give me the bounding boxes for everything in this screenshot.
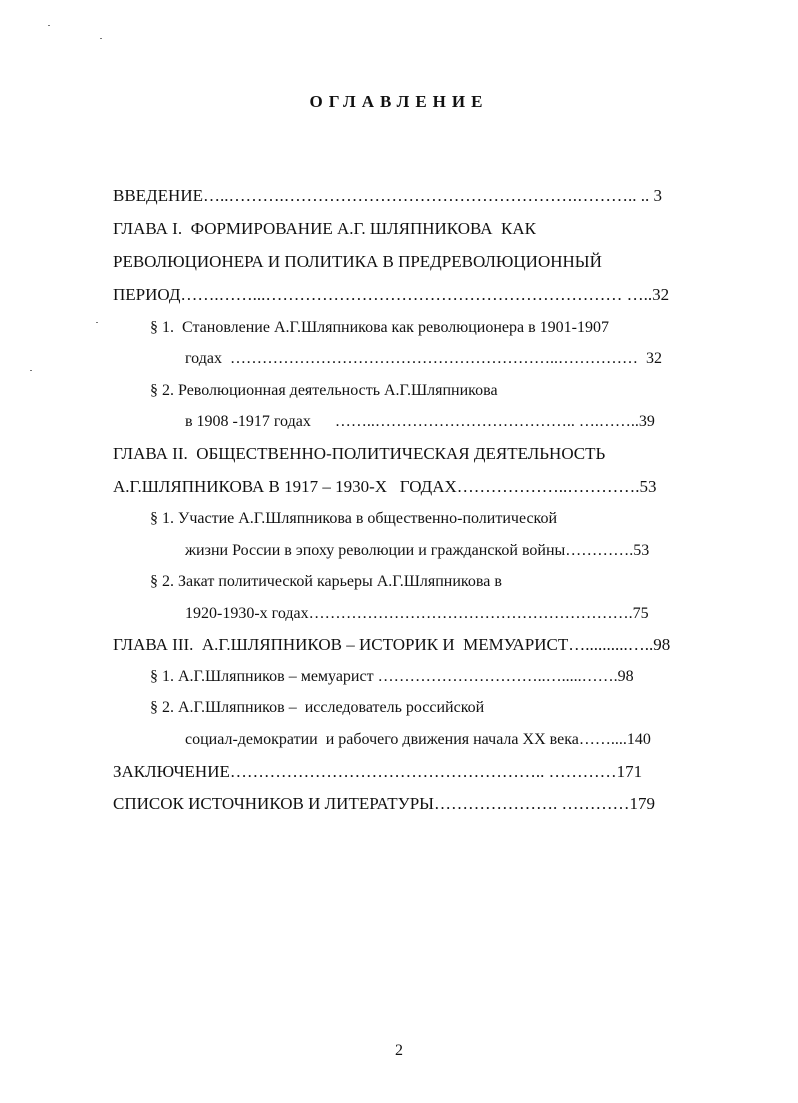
toc-section-3-1-line-1: § 1. А.Г.Шляпников – мемуарист …………………………..….....…….98 [150, 668, 634, 685]
page-title: ОГЛАВЛЕНИЕ [309, 92, 489, 111]
toc-chapter-2-line-2: А.Г.ШЛЯПНИКОВА В 1917 – 1930-Х ГОДАХ………………..………….53 [113, 477, 657, 496]
toc-chapter-3-line-1: ГЛАВА III. А.Г.ШЛЯПНИКОВ – ИСТОРИК И МЕМУАРИСТ…..........…..98 [113, 635, 671, 654]
toc-entry-conclusion: ЗАКЛЮЧЕНИЕ……………………………………………….. …………171 [113, 762, 643, 781]
toc-section-3-2-line-2: социал-демократии и рабочего движения начала XX века……....140 [185, 731, 651, 748]
toc-section-3-2-line-1: § 2. А.Г.Шляпников – исследователь российской [150, 699, 485, 716]
toc-section-1-2-line-1: § 2. Революционная деятельность А.Г.Шляпникова [150, 382, 498, 399]
toc-section-1-1-line-1: § 1. Становление А.Г.Шляпникова как революционера в 1901-1907 [150, 319, 609, 336]
toc-section-1-1-line-2: годах ……………………………………………………..…………… 32 [185, 350, 662, 367]
toc-section-2-1-line-2: жизни России в эпоху революции и гражданской войны………….53 [185, 542, 650, 559]
toc-chapter-2-line-1: ГЛАВА II. ОБЩЕСТВЕННО-ПОЛИТИЧЕСКАЯ ДЕЯТЕЛЬНОСТЬ [113, 444, 606, 463]
toc-entry-introduction: ВВЕДЕНИЕ…..……….…………………………………………….……….. .. 3 [113, 186, 662, 205]
scan-speck [100, 38, 102, 39]
scan-speck [96, 322, 98, 323]
toc-section-2-2-line-1: § 2. Закат политической карьеры А.Г.Шляпникова в [150, 573, 502, 590]
toc-section-1-2-line-2: в 1908 -1917 годах ……..……………………………….. ….……..39 [185, 413, 655, 430]
scan-speck [30, 370, 32, 371]
scan-speck [48, 25, 50, 26]
toc-chapter-1-line-1: ГЛАВА I. ФОРМИРОВАНИЕ А.Г. ШЛЯПНИКОВА КАК [113, 219, 536, 238]
toc-chapter-1-line-3: ПЕРИОД…….……...……………………………………………………… …..32 [113, 285, 670, 304]
toc-section-2-1-line-1: § 1. Участие А.Г.Шляпникова в общественно-политической [150, 510, 558, 527]
toc-chapter-1-line-2: РЕВОЛЮЦИОНЕРА И ПОЛИТИКА В ПРЕДРЕВОЛЮЦИОННЫЙ [113, 252, 602, 271]
toc-entry-sources: СПИСОК ИСТОЧНИКОВ И ЛИТЕРАТУРЫ…………………. …………179 [113, 794, 655, 813]
page-number: 2 [395, 1042, 403, 1059]
toc-section-2-2-line-2: 1920-1930-х годах…………………………………………………….75 [185, 605, 649, 622]
